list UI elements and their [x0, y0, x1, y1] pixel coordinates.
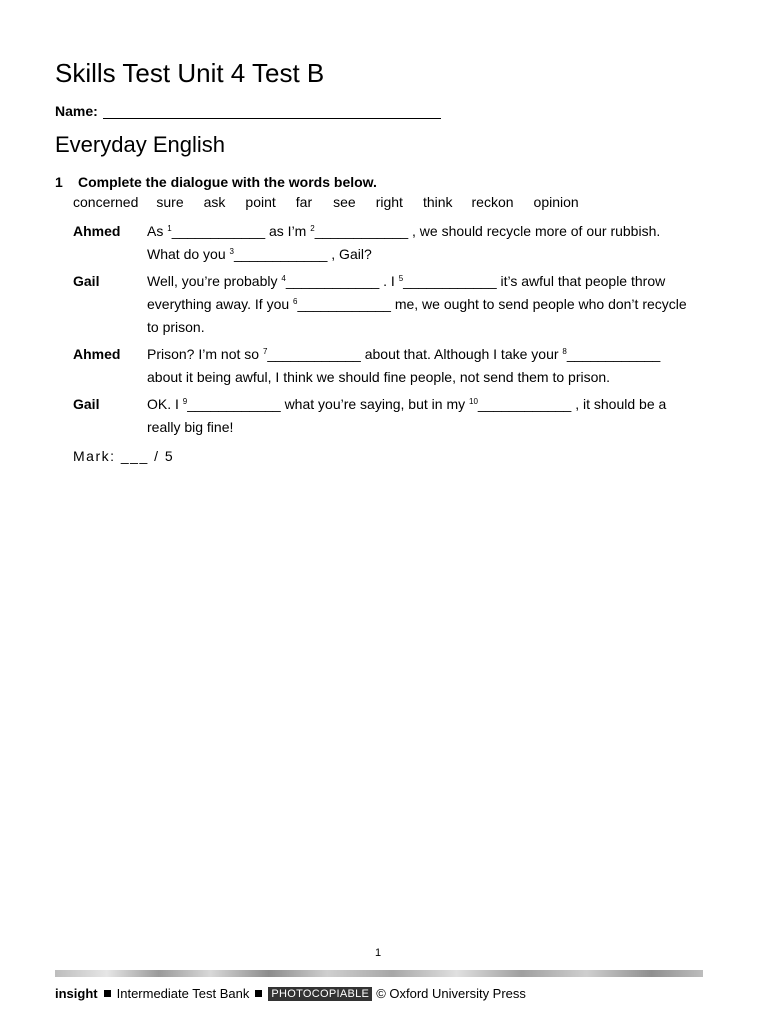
- word: think: [422, 194, 453, 210]
- answer-blank-2[interactable]: ____________ , we should recycle more of our rubbish.: [314, 223, 661, 239]
- speech-text: OK. I $^9$____________ what you’re saying, but in my $^{10}$____________ , it should be a really big fine!: [147, 396, 667, 435]
- word: far: [295, 194, 313, 210]
- brand-logo-text: insight: [55, 986, 98, 1001]
- speech-text: As $^1$____________ as I’m $^2$____________ , we should recycle more of our rubbish. What do you $^3$____________ , Gail?: [147, 223, 661, 262]
- question-number: 1: [55, 174, 63, 190]
- square-bullet-icon: [104, 990, 111, 997]
- square-bullet-icon: [255, 990, 262, 997]
- speech-text: Well, you’re probably $^4$____________ . I $^5$____________ it’s awful that people throw everything away. If you $^6$____________ me, we ought to send people who don’t recycle to prison.: [147, 273, 687, 335]
- word: concerned: [73, 194, 139, 210]
- name-input-line[interactable]: [103, 103, 441, 119]
- dialogue-turn: [73, 270, 713, 339]
- footer: [55, 986, 526, 1001]
- dialogue: [73, 220, 713, 443]
- word-box: [73, 194, 579, 210]
- photocopiable-badge: PHOTOCOPIABLE: [268, 987, 372, 1001]
- mark-score: Mark: ___ / 5: [73, 448, 175, 464]
- answer-blank-3[interactable]: ____________ , Gail?: [233, 246, 372, 262]
- word: point: [245, 194, 276, 210]
- word: reckon: [471, 194, 514, 210]
- speaker-name: Ahmed: [73, 223, 121, 239]
- test-title: Skills Test Unit 4 Test B: [55, 58, 325, 88]
- speaker-name: Gail: [73, 396, 100, 412]
- dialogue-turn: [73, 393, 713, 439]
- answer-blank-8[interactable]: ____________: [566, 346, 661, 362]
- answer-blank-5[interactable]: ____________ it’s awful that people throw: [403, 273, 666, 289]
- footer-decorative-band: [55, 970, 703, 977]
- word: right: [375, 194, 403, 210]
- test-bank-label: Intermediate Test Bank: [116, 986, 250, 1001]
- speaker-name: Ahmed: [73, 346, 121, 362]
- word: ask: [203, 194, 226, 210]
- dialogue-turn: [73, 220, 713, 266]
- name-label: Name:: [55, 103, 98, 119]
- answer-blank-9[interactable]: ____________ what you’re saying, but in my: [187, 396, 469, 412]
- question-instruction: Complete the dialogue with the words below.: [78, 174, 377, 190]
- answer-blank-6[interactable]: ____________ me, we ought to send people who don’t recycle: [297, 296, 687, 312]
- speech-text: Prison? I’m not so $^7$____________ about that. Although I take your $^8$____________ about it being awful, I think we should fine people, not send them to prison.: [147, 346, 661, 385]
- page-number: 1: [375, 947, 382, 959]
- answer-blank-1[interactable]: ____________ as I’m: [171, 223, 311, 239]
- answer-blank-10[interactable]: ____________ , it should be a: [477, 396, 667, 412]
- dialogue-turn: [73, 343, 713, 389]
- word: sure: [156, 194, 184, 210]
- answer-blank-4[interactable]: ____________ . I: [285, 273, 399, 289]
- word: opinion: [533, 194, 579, 210]
- name-row: [55, 103, 441, 119]
- section-title: Everyday English: [55, 132, 225, 157]
- answer-blank-7[interactable]: ____________ about that. Although I take your: [267, 346, 563, 362]
- publisher-label: © Oxford University Press: [376, 986, 526, 1001]
- word: see: [333, 194, 356, 210]
- speaker-name: Gail: [73, 273, 100, 289]
